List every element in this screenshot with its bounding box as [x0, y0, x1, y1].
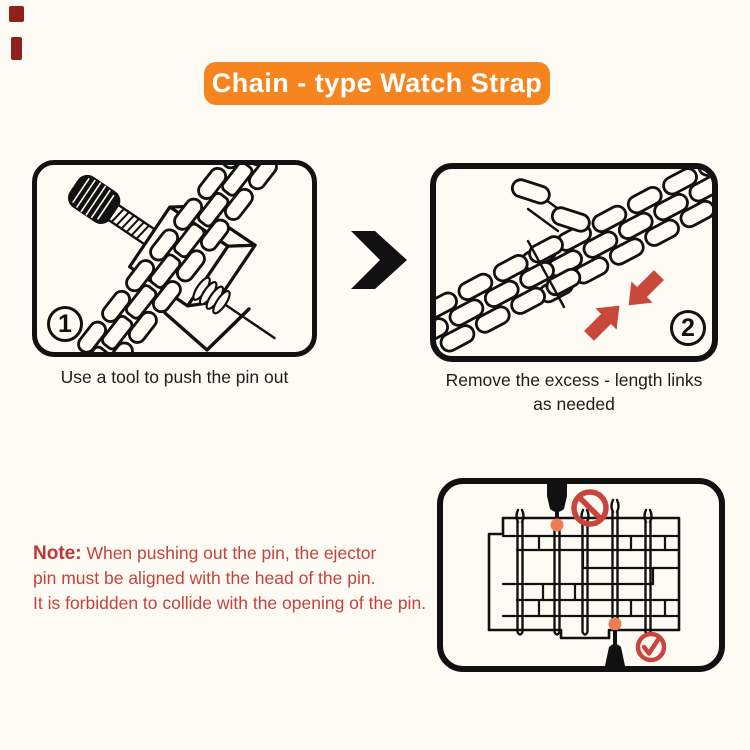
- step-1-caption: Use a tool to push the pin out: [60, 367, 289, 387]
- band-cross-section-illustration: [443, 484, 719, 666]
- note-line-3: It is forbidden to collide with the opening of the pin.: [33, 593, 427, 613]
- page-title: Chain - type Watch Strap: [211, 68, 543, 98]
- tool-anvil: [165, 309, 249, 350]
- contact-dot-bottom: [609, 618, 622, 631]
- step-2-caption: Remove the excess - length links as needed: [445, 370, 703, 414]
- note-line-2: pin must be aligned with the head of the pin.: [33, 568, 376, 588]
- contact-dot-top: [551, 519, 564, 532]
- ejector-tool-top: [547, 484, 567, 522]
- step-1-badge: 1: [47, 306, 83, 342]
- step-2-badge: 2: [670, 310, 706, 346]
- ejector-spring-and-needle: [191, 275, 282, 348]
- arrow-down-left-icon: [618, 264, 670, 316]
- check-circle-icon: [638, 634, 664, 660]
- cropped-artifact-mark: [11, 37, 22, 60]
- cropped-artifact-mark: [9, 6, 24, 22]
- step-2-panel: [430, 163, 718, 362]
- removed-links: [510, 178, 591, 234]
- note-line-1: When pushing out the pin, the ejector: [86, 543, 377, 563]
- note-block: [33, 541, 458, 616]
- chevron-right-icon: [351, 230, 407, 290]
- step-1-panel: [32, 160, 317, 357]
- note-label: Note:: [33, 543, 82, 564]
- title-banner: [204, 62, 550, 105]
- arrow-up-right-icon: [578, 295, 630, 347]
- pin-alignment-panel: [437, 478, 725, 672]
